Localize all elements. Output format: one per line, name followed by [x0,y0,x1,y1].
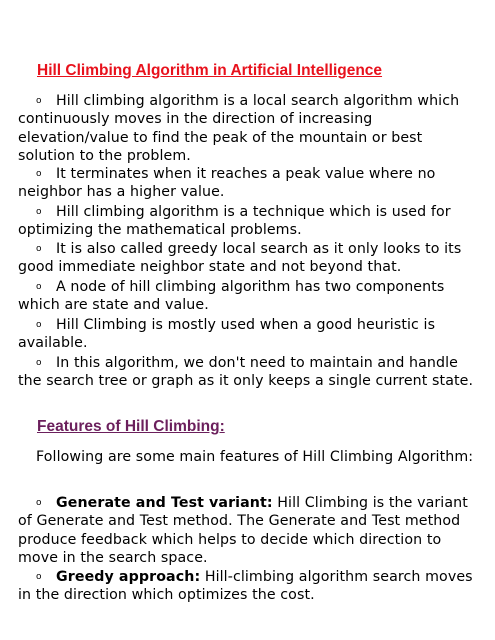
bullet-icon: o [36,96,42,106]
intro-point-text: It is also called greedy local search as it only looks to its good immediate neighbor state and not beyond that. [18,241,462,276]
feature-term: Generate and Test variant: [56,495,273,511]
feature-term: Greedy approach: [56,569,201,585]
bullet-icon: o [36,358,42,368]
intro-point-7 [18,354,480,391]
intro-point-text: It terminates when it reaches a peak value where no neighbor has a higher value. [18,166,436,201]
intro-point-1 [18,92,480,166]
intro-point-4 [18,240,480,277]
bullet-icon: o [36,282,42,292]
feature-text: Hill-climbing algorithm search moves in the direction which optimizes the cost. [18,569,473,604]
page-title: Hill Climbing Algorithm in Artificial Intelligence [37,62,383,79]
features-intro: Following are some main features of Hill Climbing Algorithm: [36,449,474,465]
bullet-icon: o [36,498,42,508]
bullet-icon: o [36,320,42,330]
bullet-icon: o [36,572,42,582]
feature-text: Hill Climbing is the variant of Generate and Test method. The Generate and Test method produce feedback which helps to decide which direction to move in the search space. [18,495,468,567]
bullet-icon: o [36,207,42,217]
intro-point-text: Hill climbing algorithm is a technique which is used for optimizing the mathematical problems. [18,204,451,239]
intro-point-2 [18,165,480,202]
intro-point-6 [18,316,480,353]
intro-point-text: Hill Climbing is mostly used when a good heuristic is available. [18,317,436,352]
features-heading: Features of Hill Climbing: [37,418,225,435]
bullet-icon: o [36,169,42,179]
intro-point-text: A node of hill climbing algorithm has two components which are state and value. [18,279,445,314]
intro-point-text: Hill climbing algorithm is a local search algorithm which continuously moves in the direction of increasing elevation/value to find the peak of the mountain or best solution to the problem. [18,93,460,165]
intro-point-5 [18,278,480,315]
feature-item-1 [18,494,480,568]
intro-point-text: In this algorithm, we don't need to maintain and handle the search tree or graph as it only keeps a single current state. [18,355,474,390]
intro-point-3 [18,203,480,240]
feature-item-2 [18,568,480,605]
bullet-icon: o [36,244,42,254]
